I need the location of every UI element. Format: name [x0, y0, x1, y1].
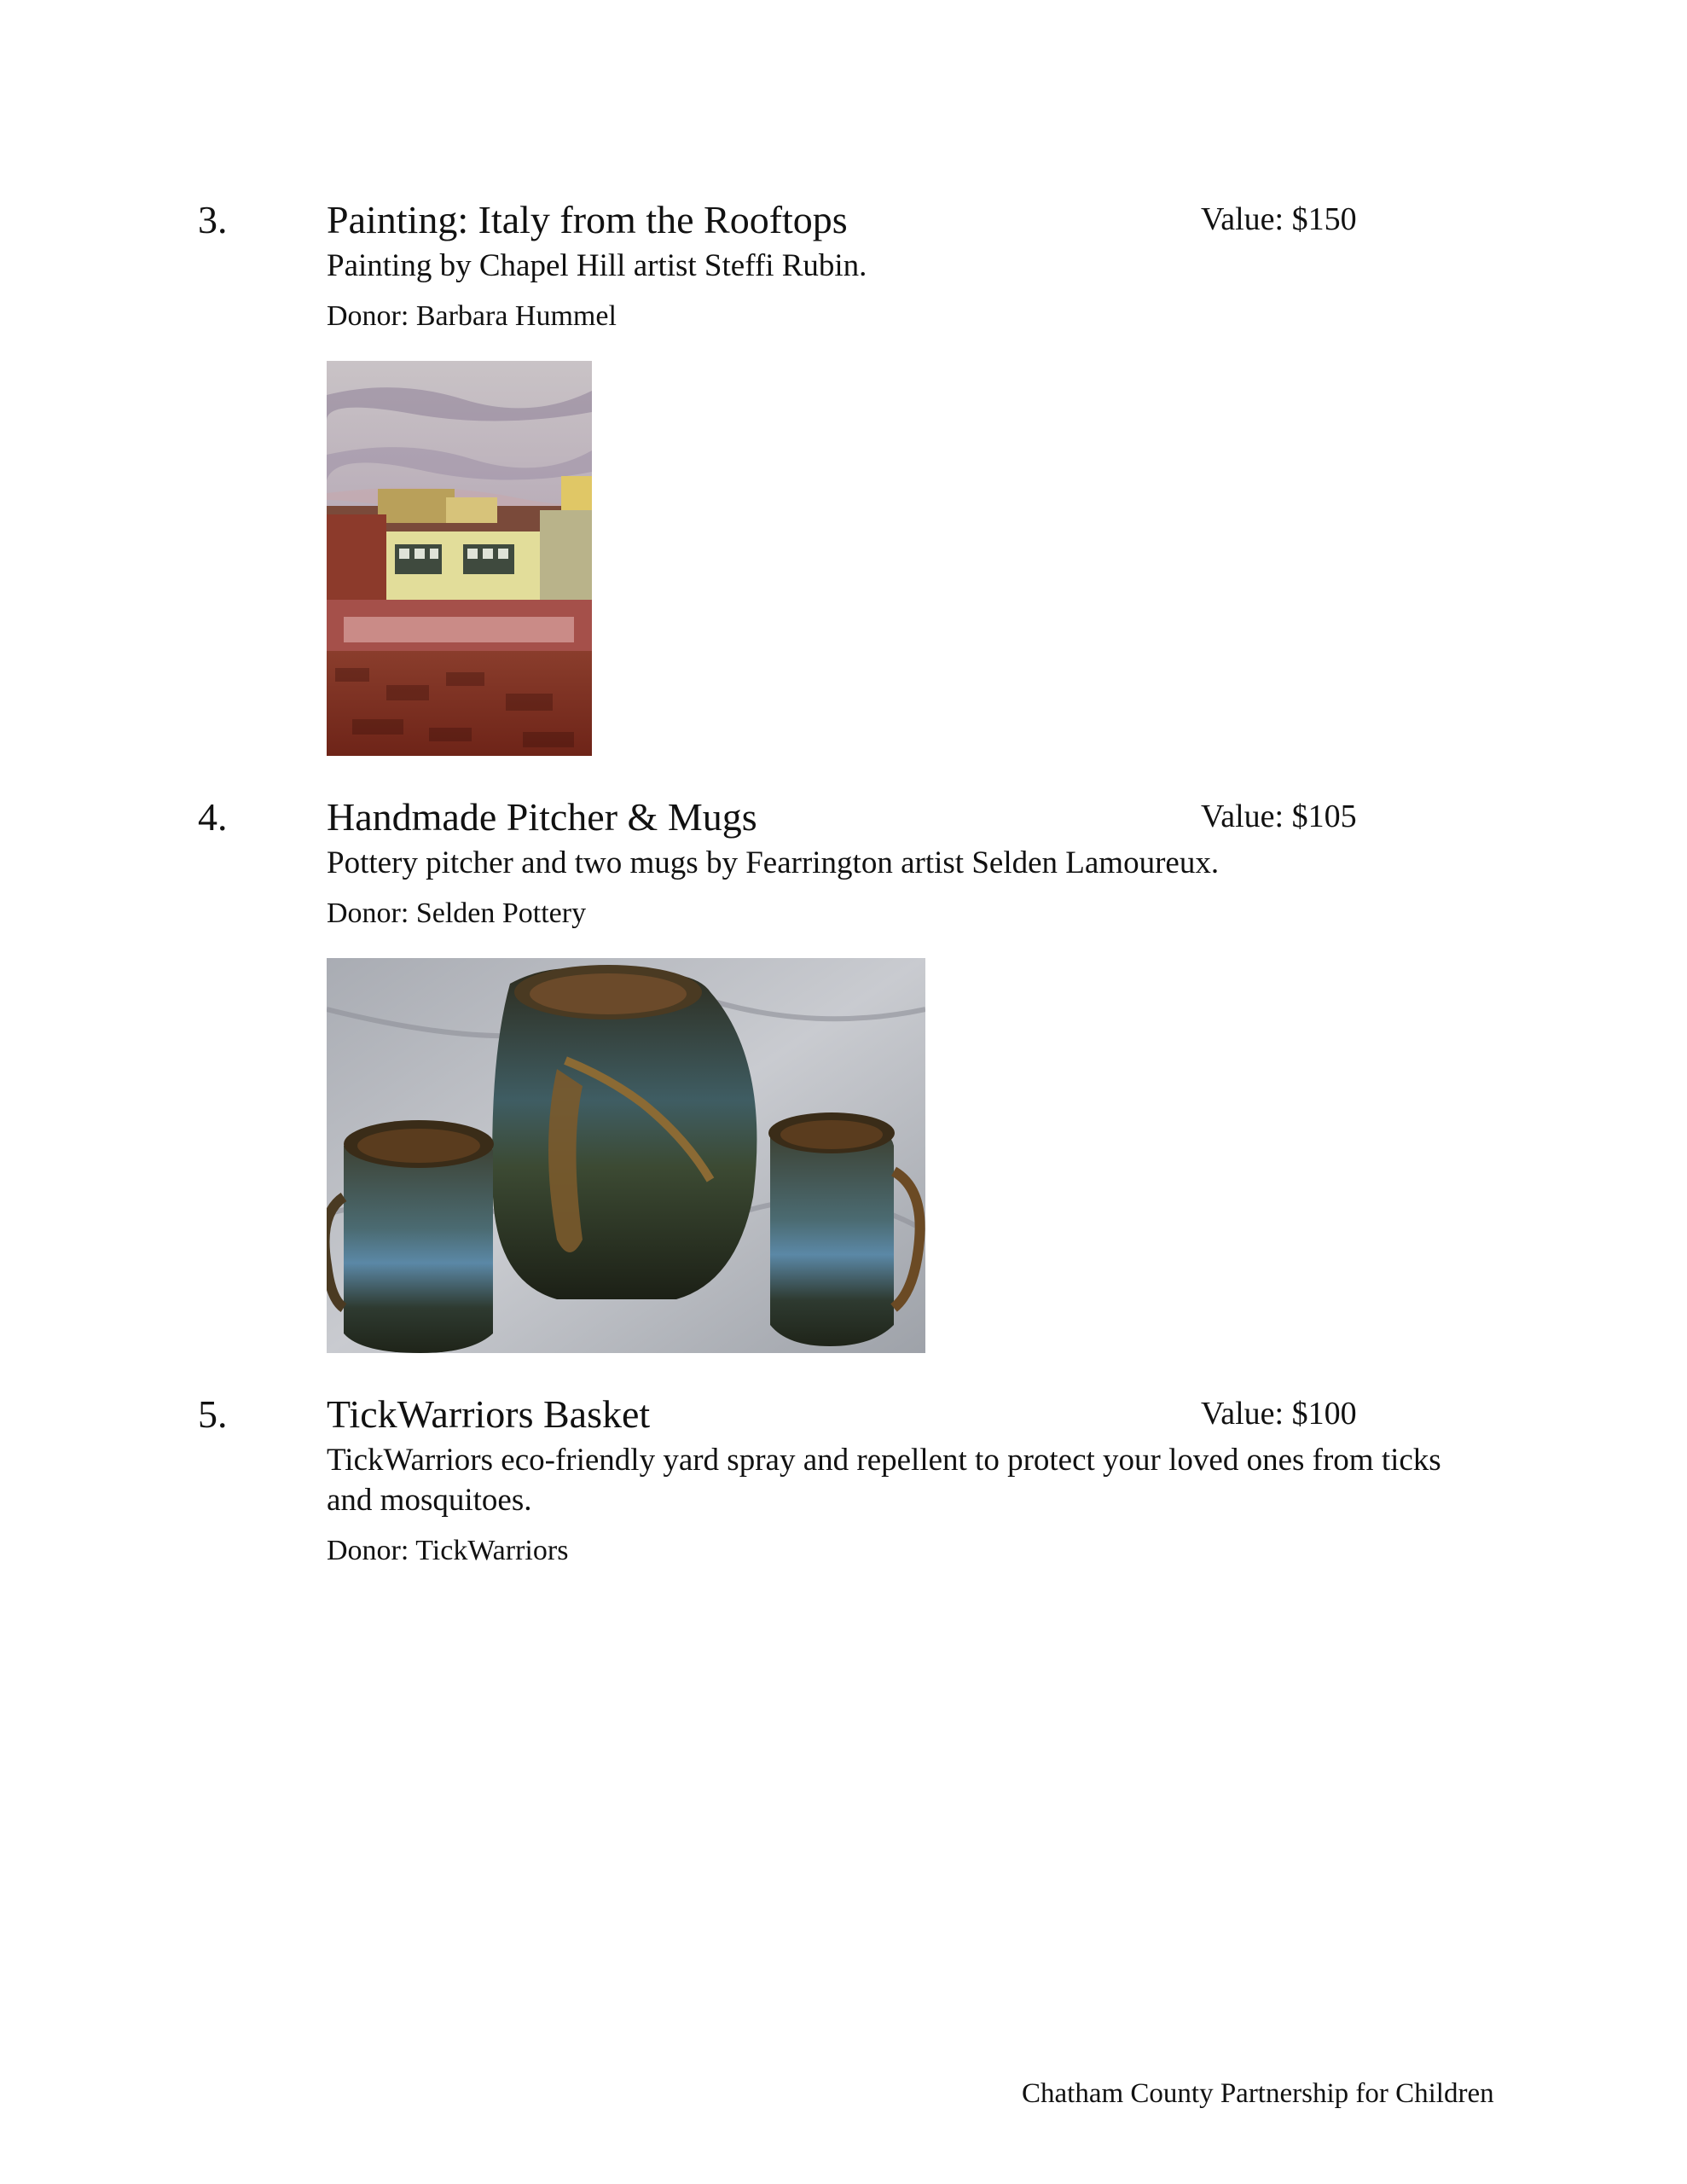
item-title: TickWarriors Basket — [327, 1392, 651, 1436]
pitcher-and-mugs-image — [327, 958, 925, 1353]
item-description: Pottery pitcher and two mugs by Fearrington artist Selden Lamoureux. — [327, 845, 1220, 880]
item-title: Painting: Italy from the Rooftops — [327, 198, 848, 241]
item-number: 5. — [198, 1392, 228, 1436]
footer-organization: Chatham County Partnership for Children — [1022, 2078, 1494, 2109]
item-value: Value: $105 — [1201, 799, 1357, 834]
item-donor: Donor: Selden Pottery — [327, 897, 587, 929]
item-value: Value: $150 — [1201, 201, 1357, 237]
item-number: 3. — [198, 198, 228, 241]
item-number: 4. — [198, 795, 228, 839]
item-donor: Donor: Barbara Hummel — [327, 300, 617, 332]
item-title: Handmade Pitcher & Mugs — [327, 795, 757, 839]
rooftops-painting-image — [327, 361, 592, 756]
item-donor: Donor: TickWarriors — [327, 1535, 569, 1566]
item-value: Value: $100 — [1201, 1396, 1357, 1432]
item-description: Painting by Chapel Hill artist Steffi Rubin. — [327, 248, 867, 283]
item-description: TickWarriors eco-friendly yard spray and repellent to protect your loved ones from ticks and mosquitoes. — [327, 1443, 1441, 1518]
